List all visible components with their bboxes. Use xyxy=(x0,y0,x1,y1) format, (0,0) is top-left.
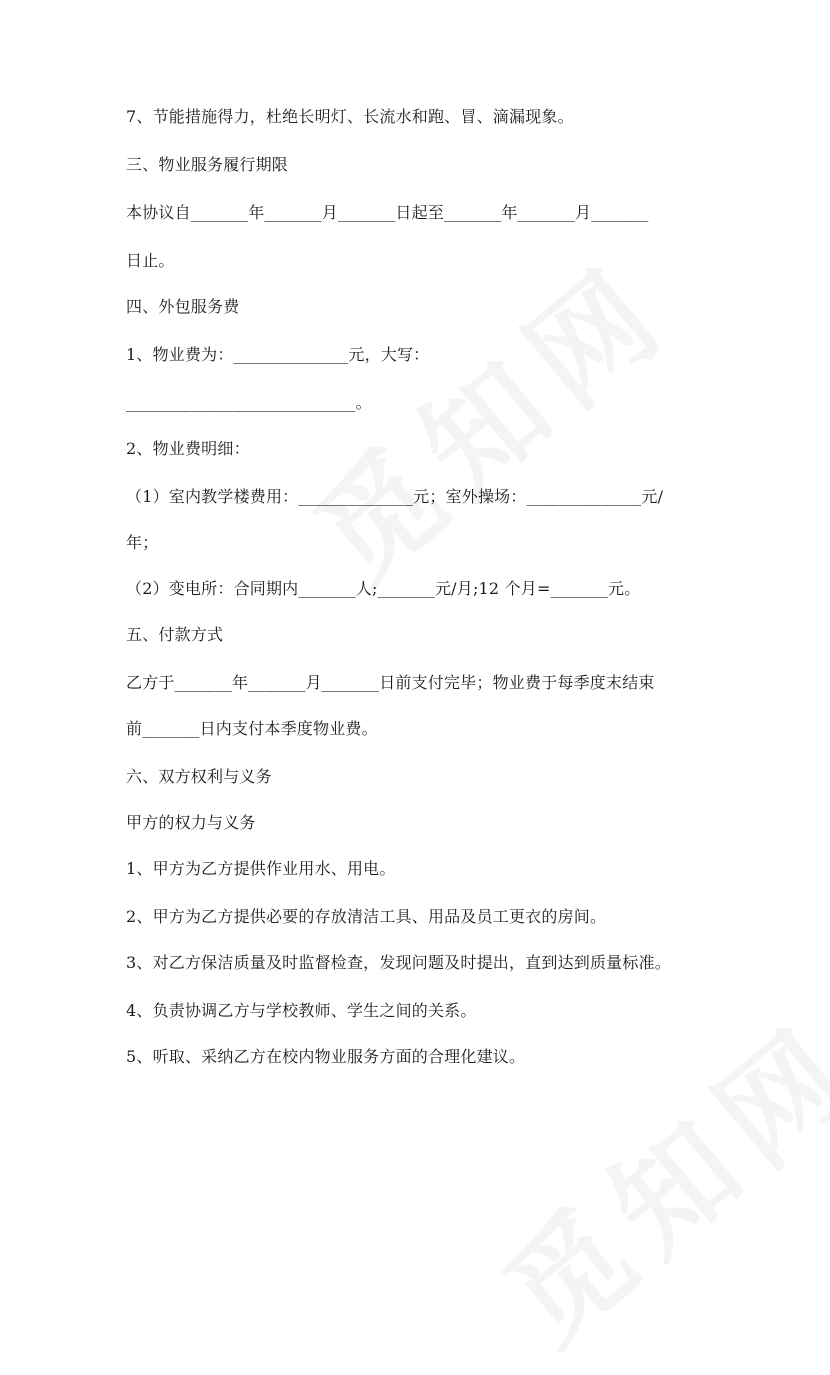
clause-energy-saving: 7、节能措施得力，杜绝长明灯、长流水和跑、冒、滴漏现象。 xyxy=(126,107,574,126)
party-a-item-1: 1、甲方为乙方提供作业用水、用电。 xyxy=(126,859,396,878)
payment-text-end: 前_______日内支付本季度物业费。 xyxy=(126,719,378,738)
service-term-text-end: 日止。 xyxy=(126,251,175,270)
party-a-item-2: 2、甲方为乙方提供必要的存放清洁工具、用品及员工更衣的房间。 xyxy=(126,907,607,926)
section-heading-service-term: 三、物业服务履行期限 xyxy=(126,155,289,174)
party-a-heading: 甲方的权力与义务 xyxy=(126,813,256,832)
fee-detail-teaching-building: （1）室内教学楼费用：______________元；室外操场：______________元/ xyxy=(126,487,664,506)
watermark-bottom xyxy=(463,977,830,1375)
fee-detail-substation: （2）变电所：合同期内_______人;_______元/月;12 个月=_______元。 xyxy=(126,579,641,598)
section-heading-service-fee: 四、外包服务费 xyxy=(126,297,240,316)
party-a-item-4: 4、负责协调乙方与学校教师、学生之间的关系。 xyxy=(126,1001,477,1020)
party-a-item-5: 5、听取、采纳乙方在校内物业服务方面的合理化建议。 xyxy=(126,1047,526,1066)
property-fee-details-heading: 2、物业费明细： xyxy=(126,439,250,458)
party-a-item-3: 3、对乙方保洁质量及时监督检查，发现问题及时提出，直到达到质量标准。 xyxy=(126,953,671,972)
fee-detail-teaching-building-end: 年； xyxy=(126,533,159,552)
property-fee-amount: 1、物业费为：______________元，大写： xyxy=(126,345,430,364)
payment-text: 乙方于_______年_______月_______日前支付完毕；物业费于每季度末结束 xyxy=(126,673,655,692)
service-term-text: 本协议自_______年_______月_______日起至_______年_______月_______ xyxy=(126,203,649,222)
property-fee-capital: ____________________________。 xyxy=(126,393,372,412)
section-heading-payment: 五、付款方式 xyxy=(126,625,224,644)
section-heading-rights-obligations: 六、双方权利与义务 xyxy=(126,767,272,786)
watermark xyxy=(273,217,701,615)
